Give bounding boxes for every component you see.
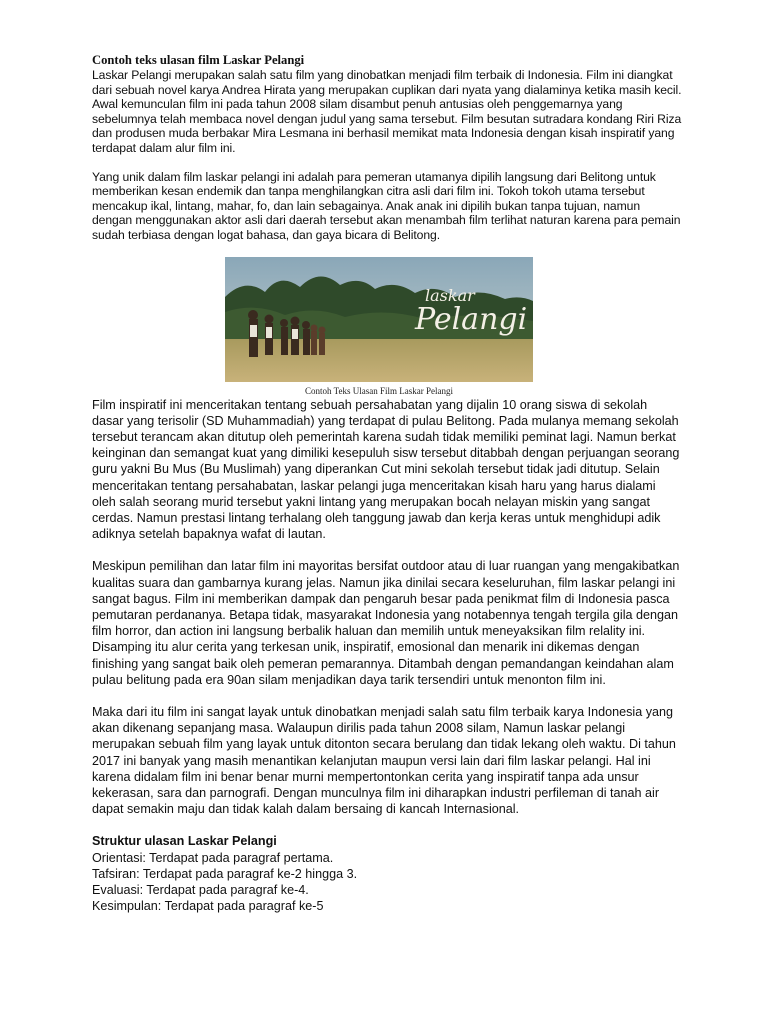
paragraph-3: Film inspiratif ini menceritakan tentang sebuah persahabatan yang dijalin 10 orang siswa di sekolah dasar yang terisolir (SD Muhammadiah) yang terdapat di pulau Belitong. Pada mulanya memang sekolah tersebut terancam akan ditutup oleh pemerintah karena sudah tidak memiliki peminat lagi. Namun berkat keinginan dan semangat kuat yang dimiliki kesepuluh sisw tersebut ditabbah dengan perjuangan seorang guru yakni Bu Mus (Bu Muslimah) yang diperankan Cut mini sekolah tersebut tidak jadi ditutup. Selain menceritakan tentang persahabatan, laskar pelangi juga menceritakan kisah haru yang harus dialami oleh salah seorang murid tersebut yakni lintang yang merupakan bocah nelayan miskin yang sangat cerdas. Namun prestasi lintang terhalang oleh tanggung jawab dan kerja keras untuk menghidupi adik adiknya setelah bapaknya wafat di lautan. — [92, 397, 680, 542]
structure-item-orientasi: Orientasi: Terdapat pada paragraf pertama. — [92, 850, 334, 865]
figure-caption: Contoh Teks Ulasan Film Laskar Pelangi — [305, 385, 453, 396]
structure-item-kesimpulan: Kesimpulan: Terdapat pada paragraf ke-5 — [92, 899, 324, 914]
film-still-image — [225, 257, 533, 382]
paragraph-2: Yang unik dalam film laskar pelangi ini adalah para pemeran utamanya dipilih langsung dari Belitong untuk memberikan kesan endemik dan tanpa menghilangkan citra asli dari film ini. Tokoh tokoh utama tersebut mencakup ikal, lintang, mahar, fo, dan lain sebagainya. Anak anak ini dipilih bukan tanpa tujuan, namun dengan menggunakan aktor asli dari daerah tersebut akan menambah film terlihat naturan karena para pemain sudah terbiasa dengan logat bahasa, dan gaya bicara di Belitong. — [92, 169, 681, 242]
paragraph-1: Laskar Pelangi merupakan salah satu film yang dinobatkan menjadi film terbaik di Indonesia. Film ini diangkat dari sebuah novel karya Andrea Hirata yang merupakan cuplikan dari nyata yang dialaminya ketika masih kecil. Awal kemunculan film ini pada tahun 2008 silam disambut penuh antusias oleh penggemarnya yang sebelumnya telah membaca novel dengan judul yang sama tersebut. Film besutan sutradara kondang Riri Riza dan produsen muda berbakar Mira Lesmana ini berhasil memikat mata Indonesia dengan kisah inspiratif yang terdapat dalam alur film ini. — [92, 68, 682, 155]
article-title: Contoh teks ulasan film Laskar Pelangi — [92, 53, 305, 67]
paragraph-5: Maka dari itu film ini sangat layak untuk dinobatkan menjadi salah satu film terbaik karya Indonesia yang akan dikenang sepanjang masa. Walaupun dirilis pada tahun 2008 silam, Namun laskar pelangi merupakan sebuah film yang layak untuk ditonton secara berulang dan tidak lekang oleh waktu. Di tahun 2017 ini banyak yang masih menantikan kelanjutan maupun versi lain dari film laskar pelangi. Hal ini karena didalam film ini benar benar murni mempertontonkan cerita yang inspiratif tanpa ada unsur kekerasan, sara dan parnografi. Dengan munculnya film ini diharapkan industri perfileman di tanah air dapat semakin maju dan tidak kalah dalam bersaing di kancah Internasional. — [92, 704, 676, 817]
logo-text-bottom: Pelangi — [415, 301, 528, 337]
structure-heading: Struktur ulasan Laskar Pelangi — [92, 834, 277, 849]
structure-item-tafsiran: Tafsiran: Terdapat pada paragraf ke-2 hingga 3. — [92, 866, 358, 881]
document-page — [92, 53, 682, 914]
structure-item-evaluasi: Evaluasi: Terdapat pada paragraf ke-4. — [92, 883, 309, 898]
logo-text-top: laskar — [425, 285, 475, 305]
paragraph-4: Meskipun pemilihan dan latar film ini mayoritas bersifat outdoor atau di luar ruangan yang mengakibatkan kualitas suara dan gambarnya kurang jelas. Namun jika dinilai secara keseluruhan, film laskar pelangi ini sangat bagus. Film ini memberikan dampak dan pengaruh besar pada penikmat film di Indonesia pasca pemutaran perdananya. Betapa tidak, masyarakat Indonesia yang notabennya tengah tergila gila dengan film horror, dan action ini langsung berbalik haluan dan memilih untuk meneyaksikan film relality ini. Disamping itu alur cerita yang terkesan unik, inspiratif, emosional dan menarik ini dikemas dengan finishing yang sangat baik oleh pemeran pemarannya. Ditambah dengan pemandangan keindahan alam pulau belitung pada era 90an silam menjadikan daya tarik tersendiri untuk menonton film ini. — [92, 559, 680, 687]
film-figure — [225, 257, 533, 397]
